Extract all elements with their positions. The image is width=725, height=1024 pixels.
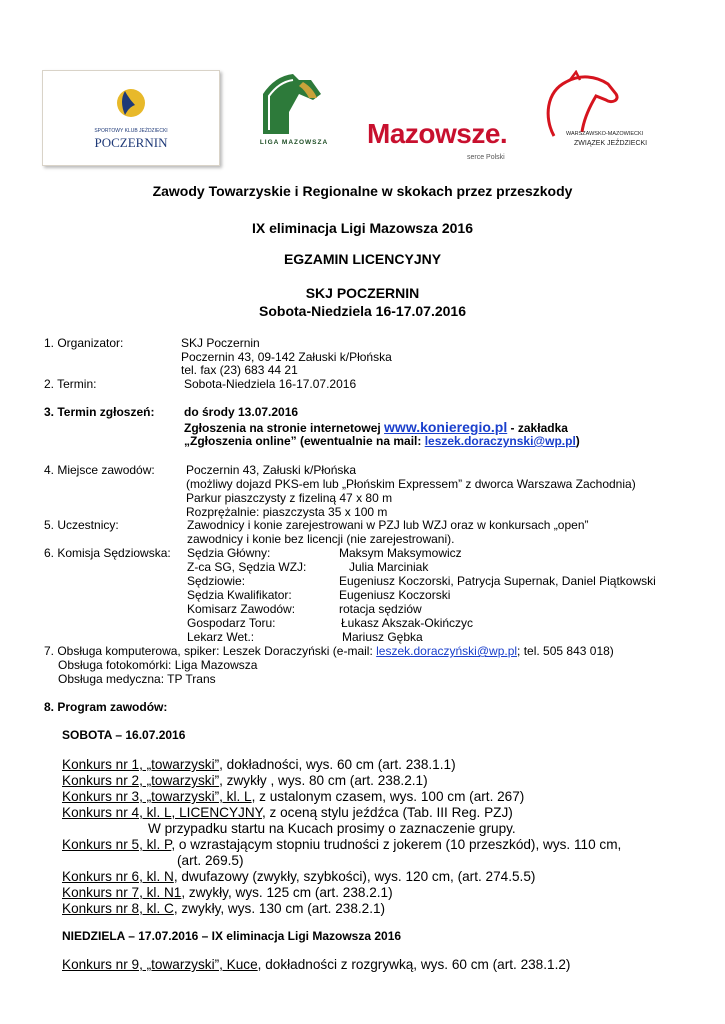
competition-title: Konkurs nr 7, kl. N1	[62, 885, 182, 900]
competition-continuation: (art. 269.5)	[177, 853, 244, 868]
computer-service-line	[44, 644, 614, 658]
liga-mazowsza-logo-text: LIGA MAZOWSZA	[259, 139, 329, 146]
organizer-label: 1. Organizator:	[44, 336, 124, 350]
wzj-logo	[540, 70, 656, 160]
registration-online-text: Zgłoszenia na stronie internetowej	[184, 421, 385, 435]
judge-name: Julia Marciniak	[349, 560, 429, 574]
judge-role: Sędzia Kwalifikator:	[187, 588, 292, 602]
competition-item	[62, 885, 393, 900]
competition-details: , dokładności, wys. 60 cm (art. 238.1.1)	[219, 757, 456, 772]
judge-name: Łukasz Akszak-Okińczyc	[341, 616, 474, 630]
competition-title: Konkurs nr 8, kl. C	[62, 901, 174, 916]
poczernin-logo-line2: POCZERNIN	[94, 135, 168, 150]
term-value: Sobota-Niedziela 16-17.07.2016	[184, 377, 357, 391]
judge-role: Komisarz Zawodów:	[187, 602, 296, 616]
wzj-logo-line1: WARSZAWSKO-MAZOWIECKI	[566, 131, 644, 137]
venue-label: 4. Miejsce zawodów:	[44, 463, 155, 477]
mazowsze-logo-subtitle: serce Polski	[467, 154, 505, 161]
competition-details: , z ustalonym czasem, wys. 100 cm (art. 267)	[251, 789, 525, 804]
competition-item	[62, 869, 535, 884]
judge-name: Eugeniusz Koczorski	[339, 588, 451, 602]
competition-item	[62, 837, 621, 852]
registration-mail-close: )	[575, 434, 580, 448]
competition-item	[62, 901, 385, 916]
competition-item	[62, 957, 570, 972]
registration-label: 3. Termin zgłoszeń:	[44, 405, 155, 419]
registration-deadline: do środy 13.07.2016	[184, 405, 299, 419]
computer-service-text: 7. Obsługa komputerowa, spiker: Leszek Doraczyński (e-mail:	[44, 644, 377, 658]
judge-role: Lekarz Wet.:	[187, 630, 255, 644]
competition-details: , dwufazowy (zwykły, szybkości), wys. 120 cm, (art. 274.5.5)	[173, 869, 536, 884]
sunday-header: NIEDZIELA – 17.07.2016 – IX eliminacja Ligi Mazowsza 2016	[62, 929, 402, 943]
konieregio-link[interactable]: www.konieregio.pl	[384, 419, 508, 435]
term-label: 2. Termin:	[44, 377, 97, 391]
competition-item	[62, 805, 513, 820]
judge-role: Sędzia Główny:	[187, 546, 271, 560]
registration-mail-line	[184, 434, 580, 448]
horse-head-icon	[255, 72, 333, 140]
competition-title: Konkurs nr 2, „towarzyski”	[62, 773, 220, 788]
judge-role: Gospodarz Toru:	[187, 616, 276, 630]
competition-title: Konkurs nr 9, „towarzyski”, Kuce	[62, 957, 258, 972]
horse-outline-icon	[540, 70, 656, 140]
venue-address: Poczernin 43, Załuski k/Płońska	[186, 463, 357, 477]
judge-name: Maksym Maksymowicz	[339, 546, 462, 560]
registration-mail-text: „Zgłoszenia online” (ewentualnie na mail:	[184, 434, 425, 448]
competition-title: Konkurs nr 5, kl. P	[62, 837, 172, 852]
exam-title: EGZAMIN LICENCYJNY	[283, 251, 442, 267]
competition-title: Konkurs nr 4, kl. L, LICENCYJNY	[62, 805, 262, 820]
medical-service: Obsługa medyczna: TP Trans	[58, 672, 216, 686]
speaker-phone-text: ; tel. 505 843 018)	[517, 644, 614, 658]
competition-details: , zwykły , wys. 80 cm (art. 238.2.1)	[219, 773, 428, 788]
participants-line2: zawodnicy i konie bez licencji (nie zarejestrowani).	[187, 532, 455, 546]
registration-email-link[interactable]: leszek.doraczynski@wp.pl	[424, 434, 576, 448]
event-subtitle: IX eliminacja Ligi Mazowsza 2016	[252, 220, 473, 236]
judge-name: Eugeniusz Koczorski, Patrycja Supernak, Daniel Piątkowski	[339, 574, 656, 588]
program-label: 8. Program zawodów:	[44, 700, 168, 714]
organizer-phone: tel. fax (23) 683 44 21	[181, 363, 298, 377]
judge-name: rotacja sędziów	[339, 602, 422, 616]
poczernin-logo-line1: SPORTOWY KLUB JEŹDZIECKI	[94, 128, 168, 134]
competition-title: Konkurs nr 1, „towarzyski”	[62, 757, 220, 772]
judge-role: Z-ca SG, Sędzia WZJ:	[187, 560, 307, 574]
pony-note: W przypadku startu na Kucach prosimy o zaznaczenie grupy.	[148, 821, 516, 836]
venue-warmup: Rozprężalnie: piaszczysta 35 x 100 m	[186, 505, 388, 519]
competition-item	[62, 757, 456, 772]
organizer-address: Poczernin 43, 09-142 Załuski k/Płońska	[181, 350, 392, 364]
dates-title: Sobota-Niedziela 16-17.07.2016	[259, 303, 466, 319]
wzj-logo-line2: ZWIĄZEK JEŹDZIECKI	[574, 140, 648, 147]
competition-details: , z oceną stylu jeźdźca (Tab. III Reg. PZJ)	[261, 805, 513, 820]
judge-name: Mariusz Gębka	[342, 630, 423, 644]
competition-details: , zwykły, wys. 125 cm (art. 238.2.1)	[181, 885, 393, 900]
photocell-service: Obsługa fotokomórki: Liga Mazowsza	[58, 658, 258, 672]
venue-transport: (możliwy dojazd PKS-em lub „Płońskim Expressem” z dworca Warszawa Zachodnia)	[186, 477, 636, 491]
mazowsze-logo-text: Mazowsze.	[367, 118, 508, 149]
club-title: SKJ POCZERNIN	[305, 285, 420, 301]
event-title: Zawody Towarzyskie i Regionalne w skokach przez przeszkody	[152, 183, 573, 199]
participants-label: 5. Uczestnicy:	[44, 518, 119, 532]
competition-title: Konkurs nr 3, „towarzyski”, kl. L	[62, 789, 252, 804]
registration-tab-text: - zakładka	[507, 421, 568, 435]
speaker-email-link[interactable]: leszek.doraczyński@wp.pl	[376, 644, 518, 658]
competition-details: , dokładności z rozgrywką, wys. 60 cm (art. 238.1.2)	[257, 957, 571, 972]
competition-details: , zwykły, wys. 130 cm (art. 238.2.1)	[173, 901, 386, 916]
registration-online-line	[184, 419, 568, 435]
organizer-name: SKJ Poczernin	[181, 336, 260, 350]
competition-title: Konkurs nr 6, kl. N	[62, 869, 174, 884]
venue-arena: Parkur piaszczysty z fizeliną 47 x 80 m	[186, 491, 393, 505]
saturday-header: SOBOTA – 16.07.2016	[62, 728, 186, 742]
competition-item	[62, 789, 524, 804]
participants-line1: Zawodnicy i konie zarejestrowani w PZJ lub WZJ oraz w konkursach „open”	[187, 518, 589, 532]
competition-item	[62, 773, 428, 788]
competition-details: , o wzrastającym stopniu trudności z jokerem (10 przeszkód), wys. 110 cm,	[171, 837, 622, 852]
judge-role: Sędziowie:	[187, 574, 246, 588]
judges-label: 6. Komisja Sędziowska:	[44, 546, 171, 560]
liga-mazowsza-logo	[255, 72, 333, 150]
poczernin-logo	[42, 70, 220, 166]
